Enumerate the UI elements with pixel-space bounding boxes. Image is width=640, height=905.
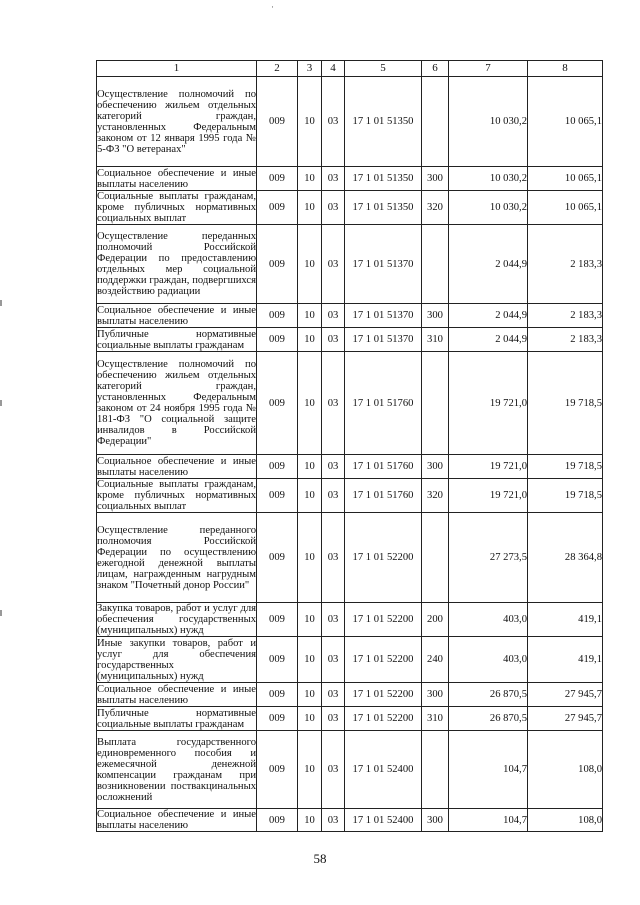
expense-type-code: 300: [422, 809, 449, 832]
amount-year-2: 27 945,7: [528, 707, 603, 731]
expense-type-code: [422, 352, 449, 455]
row-name: Выплата государственного единовременного пособия и ежемесячной денежной компенсации гражданам при возникновении поствакцинальных осложнений: [97, 731, 257, 809]
section-code: 10: [298, 167, 322, 191]
target-item-code: 17 1 01 52200: [345, 513, 422, 603]
target-item-code: 17 1 01 52200: [345, 683, 422, 707]
column-header: 5: [345, 61, 422, 77]
ministry-code: 009: [257, 225, 298, 304]
column-header: 6: [422, 61, 449, 77]
amount-year-1: 2 044,9: [449, 225, 528, 304]
section-code: 10: [298, 304, 322, 328]
column-number-row: [97, 61, 603, 77]
expense-type-code: 320: [422, 479, 449, 513]
target-item-code: 17 1 01 52400: [345, 809, 422, 832]
table-row: [97, 637, 603, 683]
table-row: [97, 513, 603, 603]
amount-year-2: 2 183,3: [528, 328, 603, 352]
target-item-code: 17 1 01 51760: [345, 352, 422, 455]
subsection-code: 03: [322, 191, 345, 225]
ministry-code: 009: [257, 637, 298, 683]
ministry-code: 009: [257, 731, 298, 809]
subsection-code: 03: [322, 167, 345, 191]
target-item-code: 17 1 01 51370: [345, 304, 422, 328]
table-row: [97, 731, 603, 809]
column-header: 2: [257, 61, 298, 77]
target-item-code: 17 1 01 51760: [345, 455, 422, 479]
scan-mark: ·: [271, 2, 274, 12]
target-item-code: 17 1 01 51350: [345, 77, 422, 167]
column-header: 1: [97, 61, 257, 77]
section-code: 10: [298, 731, 322, 809]
expense-type-code: 240: [422, 637, 449, 683]
amount-year-1: 10 030,2: [449, 191, 528, 225]
subsection-code: 03: [322, 77, 345, 167]
subsection-code: 03: [322, 225, 345, 304]
ministry-code: 009: [257, 77, 298, 167]
expense-type-code: 310: [422, 328, 449, 352]
amount-year-2: 2 183,3: [528, 304, 603, 328]
amount-year-2: 28 364,8: [528, 513, 603, 603]
amount-year-1: 19 721,0: [449, 455, 528, 479]
section-code: 10: [298, 77, 322, 167]
amount-year-2: 10 065,1: [528, 167, 603, 191]
row-name: Социальные выплаты гражданам, кроме публичных нормативных социальных выплат: [97, 479, 256, 512]
section-code: 10: [298, 603, 322, 637]
subsection-code: 03: [322, 352, 345, 455]
table-row: [97, 77, 603, 167]
table-row: [97, 479, 603, 513]
row-name: Публичные нормативные социальные выплаты гражданам: [97, 707, 256, 730]
section-code: 10: [298, 637, 322, 683]
amount-year-2: 419,1: [528, 637, 603, 683]
budget-table: [96, 60, 603, 832]
expense-type-code: 310: [422, 707, 449, 731]
amount-year-1: 27 273,5: [449, 513, 528, 603]
amount-year-2: 2 183,3: [528, 225, 603, 304]
amount-year-1: 2 044,9: [449, 328, 528, 352]
section-code: 10: [298, 225, 322, 304]
target-item-code: 17 1 01 51370: [345, 328, 422, 352]
subsection-code: 03: [322, 479, 345, 513]
amount-year-1: 2 044,9: [449, 304, 528, 328]
row-name: Осуществление переданных полномочий Российской Федерации по предоставлению отдельных мер социальной поддержки граждан, подвергшихся воздействию радиации: [97, 225, 257, 304]
ministry-code: 009: [257, 328, 298, 352]
table-row: [97, 603, 603, 637]
row-name: Осуществление полномочий по обеспечению жильем отдельных категорий граждан, установленных Федеральным законом от 24 ноября 1995 года № 181-ФЗ "О социальной защите инвалидов в Российской Федерации": [97, 352, 257, 455]
ministry-code: 009: [257, 683, 298, 707]
row-name: Осуществление полномочий по обеспечению жильем отдельных категорий граждан, установленных Федеральным законом от 12 января 1995 года № 5-ФЗ "О ветеранах": [97, 77, 257, 167]
row-name: Социальные выплаты гражданам, кроме публичных нормативных социальных выплат: [97, 191, 256, 224]
table-row: [97, 191, 603, 225]
subsection-code: 03: [322, 683, 345, 707]
row-name: Осуществление переданного полномочия Российской Федерации по осуществлению ежегодной денежной выплаты лицам, награжденным нагрудным знаком "Почетный донор России": [97, 513, 257, 603]
row-name: Социальное обеспечение и иные выплаты населению: [97, 455, 256, 478]
table-row: [97, 683, 603, 707]
expense-type-code: 200: [422, 603, 449, 637]
row-name: Социальное обеспечение и иные выплаты населению: [97, 304, 256, 327]
table-row: [97, 352, 603, 455]
subsection-code: 03: [322, 603, 345, 637]
table-row: [97, 328, 603, 352]
expense-type-code: 300: [422, 167, 449, 191]
table-row: [97, 455, 603, 479]
row-name: Социальное обеспечение и иные выплаты населению: [97, 167, 256, 190]
amount-year-2: 108,0: [528, 731, 603, 809]
expense-type-code: 300: [422, 683, 449, 707]
amount-year-2: 27 945,7: [528, 683, 603, 707]
page-number: 58: [313, 851, 327, 866]
ministry-code: 009: [257, 513, 298, 603]
target-item-code: 17 1 01 52200: [345, 637, 422, 683]
amount-year-1: 26 870,5: [449, 707, 528, 731]
expense-type-code: [422, 731, 449, 809]
target-item-code: 17 1 01 51370: [345, 225, 422, 304]
amount-year-1: 26 870,5: [449, 683, 528, 707]
amount-year-1: 19 721,0: [449, 352, 528, 455]
ministry-code: 009: [257, 304, 298, 328]
target-item-code: 17 1 01 51350: [345, 167, 422, 191]
ministry-code: 009: [257, 352, 298, 455]
expense-type-code: [422, 513, 449, 603]
section-code: 10: [298, 479, 322, 513]
amount-year-1: 10 030,2: [449, 77, 528, 167]
subsection-code: 03: [322, 637, 345, 683]
table-row: [97, 167, 603, 191]
ministry-code: 009: [257, 603, 298, 637]
amount-year-2: 19 718,5: [528, 455, 603, 479]
expense-type-code: [422, 77, 449, 167]
section-code: 10: [298, 191, 322, 225]
amount-year-1: 403,0: [449, 637, 528, 683]
expense-type-code: 300: [422, 455, 449, 479]
row-name: Социальное обеспечение и иные выплаты населению: [97, 809, 256, 831]
subsection-code: 03: [322, 731, 345, 809]
amount-year-2: 108,0: [528, 809, 603, 832]
section-code: 10: [298, 809, 322, 832]
amount-year-2: 19 718,5: [528, 352, 603, 455]
ministry-code: 009: [257, 191, 298, 225]
section-code: 10: [298, 513, 322, 603]
subsection-code: 03: [322, 513, 345, 603]
column-header: 8: [528, 61, 603, 77]
ministry-code: 009: [257, 707, 298, 731]
subsection-code: 03: [322, 328, 345, 352]
amount-year-1: 104,7: [449, 809, 528, 832]
row-name: Публичные нормативные социальные выплаты гражданам: [97, 328, 256, 351]
scan-edge-mark: [0, 610, 2, 616]
amount-year-1: 19 721,0: [449, 479, 528, 513]
amount-year-1: 104,7: [449, 731, 528, 809]
column-header: 4: [322, 61, 345, 77]
table-row: [97, 707, 603, 731]
section-code: 10: [298, 352, 322, 455]
section-code: 10: [298, 707, 322, 731]
amount-year-2: 19 718,5: [528, 479, 603, 513]
scan-edge-mark: [0, 300, 2, 306]
amount-year-1: 10 030,2: [449, 167, 528, 191]
target-item-code: 17 1 01 51350: [345, 191, 422, 225]
target-item-code: 17 1 01 51760: [345, 479, 422, 513]
section-code: 10: [298, 328, 322, 352]
subsection-code: 03: [322, 455, 345, 479]
ministry-code: 009: [257, 479, 298, 513]
amount-year-1: 403,0: [449, 603, 528, 637]
expense-type-code: 300: [422, 304, 449, 328]
target-item-code: 17 1 01 52200: [345, 707, 422, 731]
ministry-code: 009: [257, 809, 298, 832]
subsection-code: 03: [322, 707, 345, 731]
section-code: 10: [298, 455, 322, 479]
expense-type-code: [422, 225, 449, 304]
section-code: 10: [298, 683, 322, 707]
subsection-code: 03: [322, 809, 345, 832]
ministry-code: 009: [257, 455, 298, 479]
amount-year-2: 10 065,1: [528, 77, 603, 167]
amount-year-2: 10 065,1: [528, 191, 603, 225]
row-name: Закупка товаров, работ и услуг для обеспечения государственных (муниципальных) нужд: [97, 603, 256, 636]
expense-type-code: 320: [422, 191, 449, 225]
table-row: [97, 304, 603, 328]
target-item-code: 17 1 01 52400: [345, 731, 422, 809]
ministry-code: 009: [257, 167, 298, 191]
row-name: Иные закупки товаров, работ и услуг для обеспечения государственных (муниципальных) нужд: [97, 637, 256, 682]
column-header: 7: [449, 61, 528, 77]
subsection-code: 03: [322, 304, 345, 328]
row-name: Социальное обеспечение и иные выплаты населению: [97, 683, 256, 706]
table-row: [97, 225, 603, 304]
column-header: 3: [298, 61, 322, 77]
scan-edge-mark: [0, 400, 2, 406]
table-row: [97, 809, 603, 832]
amount-year-2: 419,1: [528, 603, 603, 637]
target-item-code: 17 1 01 52200: [345, 603, 422, 637]
